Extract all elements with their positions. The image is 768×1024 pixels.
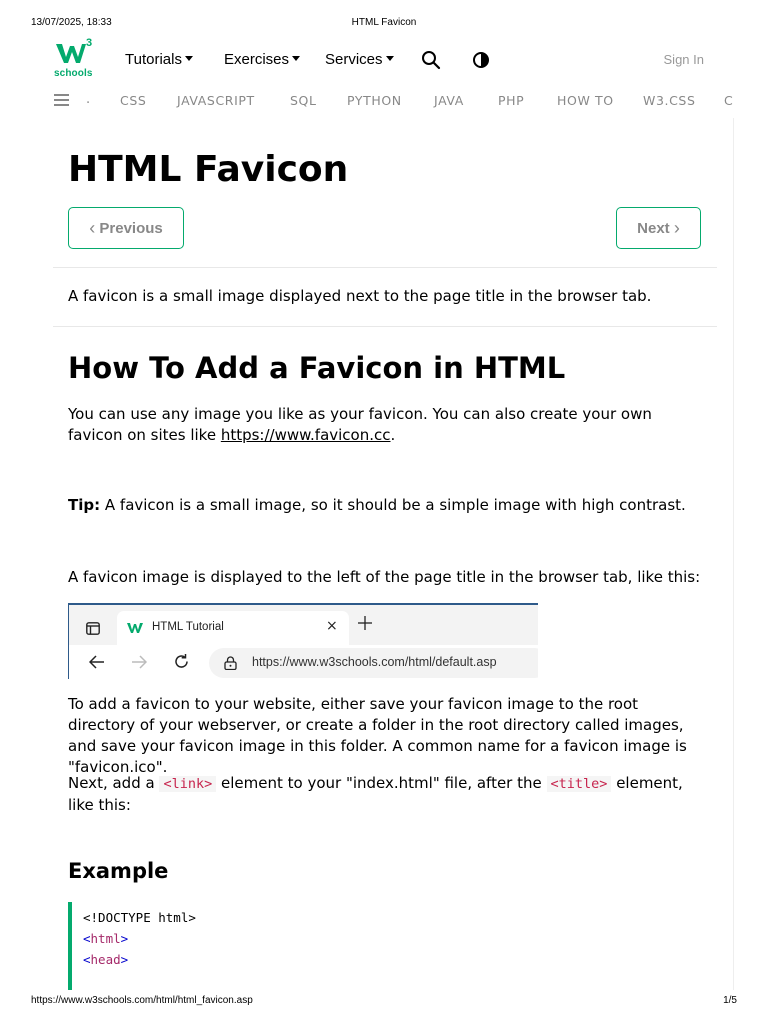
- print-title: HTML Favicon: [351, 17, 417, 28]
- tab-title: HTML Tutorial: [152, 621, 224, 633]
- paragraph-save-favicon: To add a favicon to your website, either save your favicon image to the root directory of your webserver, or create a folder in the root directory called images, and save your favicon image in this folder. A common name for a favicon image is "favicon.ico".: [68, 695, 687, 776]
- paragraph-add-link: [68, 773, 708, 816]
- print-datetime: 13/07/2025, 18:33: [31, 17, 112, 28]
- previous-button[interactable]: [68, 207, 184, 249]
- code-line-head: <head>: [83, 952, 129, 967]
- contrast-icon[interactable]: [471, 50, 491, 70]
- intro-paragraph: A favicon is a small image displayed next to the page title in the browser tab.: [68, 287, 652, 305]
- subnav-item-css[interactable]: CSS: [120, 93, 147, 108]
- tab-actions-icon: [86, 622, 100, 635]
- top-navigation: [0, 36, 768, 84]
- nav-services-label: Services: [325, 51, 383, 68]
- nav-tutorials[interactable]: [125, 51, 193, 68]
- browser-address-row: [69, 645, 538, 679]
- caret-down-icon: [185, 56, 193, 61]
- subnav-item-php[interactable]: PHP: [498, 93, 525, 108]
- back-arrow-icon: [89, 654, 105, 670]
- nav-exercises-label: Exercises: [224, 51, 290, 68]
- example-heading: Example: [68, 859, 169, 883]
- subnav-item-c[interactable]: C: [724, 93, 733, 108]
- chevron-right-icon: ›: [673, 217, 680, 238]
- address-bar: [209, 648, 538, 678]
- p4-text: element to your "index.html" file, after the: [216, 774, 547, 792]
- next-label: Next: [637, 219, 670, 237]
- previous-label: Previous: [99, 219, 163, 237]
- divider: [53, 267, 717, 268]
- subnav-item-howto[interactable]: HOW TO: [557, 93, 614, 108]
- browser-tab-illustration: [68, 603, 538, 679]
- caret-down-icon: [386, 56, 394, 61]
- tip-label: Tip:: [68, 496, 101, 514]
- subject-navigation: [0, 86, 733, 116]
- close-icon: ×: [326, 618, 338, 634]
- inline-code-link: <link>: [159, 776, 216, 792]
- page-title: HTML Favicon: [68, 149, 349, 190]
- tip-text: A favicon is a small image, so it should be a simple image with high contrast.: [100, 496, 686, 514]
- logo-superscript: 3: [86, 37, 93, 49]
- next-button[interactable]: [616, 207, 701, 249]
- address-url: https://www.w3schools.com/html/default.asp: [252, 655, 497, 669]
- browser-tab: [117, 611, 349, 645]
- divider: [53, 326, 717, 327]
- code-line-doctype: [83, 910, 196, 925]
- search-icon[interactable]: [421, 50, 441, 70]
- p4-text: Next, add a: [68, 774, 160, 792]
- sign-in-link[interactable]: Sign In: [663, 52, 704, 67]
- subnav-item-sql[interactable]: SQL: [290, 93, 317, 108]
- favicon-cc-link[interactable]: https://www.favicon.cc: [220, 426, 391, 444]
- logo-text: schools: [54, 68, 93, 79]
- subnav-item-python[interactable]: PYTHON: [347, 93, 402, 108]
- print-page-number: 1/5: [723, 995, 737, 1006]
- p4-text: element, like this:: [68, 774, 683, 814]
- reload-icon: [173, 653, 190, 670]
- head-tag: head: [90, 952, 121, 967]
- print-footer: [0, 995, 768, 1009]
- subnav-item-truncated[interactable]: .: [86, 92, 91, 107]
- section-heading: How To Add a Favicon in HTML: [68, 351, 566, 385]
- w3-favicon-icon: [127, 622, 143, 634]
- hamburger-menu-icon[interactable]: [54, 93, 69, 107]
- paragraph-favicon-display: A favicon image is displayed to the left of the page title in the browser tab, like this:: [68, 568, 701, 586]
- chevron-left-icon: ‹: [89, 217, 96, 238]
- print-header: [0, 17, 768, 31]
- html-tag: html: [90, 931, 121, 946]
- code-line-html: <html>: [83, 931, 129, 946]
- lock-icon: [224, 656, 237, 670]
- subnav-item-java[interactable]: JAVA: [434, 93, 464, 108]
- subnav-item-w3css[interactable]: W3.CSS: [643, 93, 696, 108]
- print-url: https://www.w3schools.com/html/html_favicon.asp: [31, 995, 253, 1006]
- doctype-text: <!DOCTYPE html>: [83, 910, 196, 925]
- nav-exercises[interactable]: [224, 51, 300, 68]
- nav-services[interactable]: [325, 51, 394, 68]
- caret-down-icon: [292, 56, 300, 61]
- p1-end: .: [390, 426, 396, 444]
- p1-text: You can use any image you like as your favicon. You can also create your own favicon on sites like: [68, 405, 652, 444]
- inline-code-title: <title>: [547, 776, 612, 792]
- plus-icon: [357, 615, 373, 631]
- w3schools-logo[interactable]: [53, 37, 95, 80]
- subnav-item-javascript[interactable]: JAVASCRIPT: [177, 93, 255, 108]
- nav-tutorials-label: Tutorials: [125, 51, 182, 68]
- forward-arrow-icon: [131, 654, 147, 670]
- paragraph-favicon-sources: [68, 404, 708, 446]
- tip-paragraph: [68, 495, 708, 516]
- scroll-divider: [733, 118, 734, 990]
